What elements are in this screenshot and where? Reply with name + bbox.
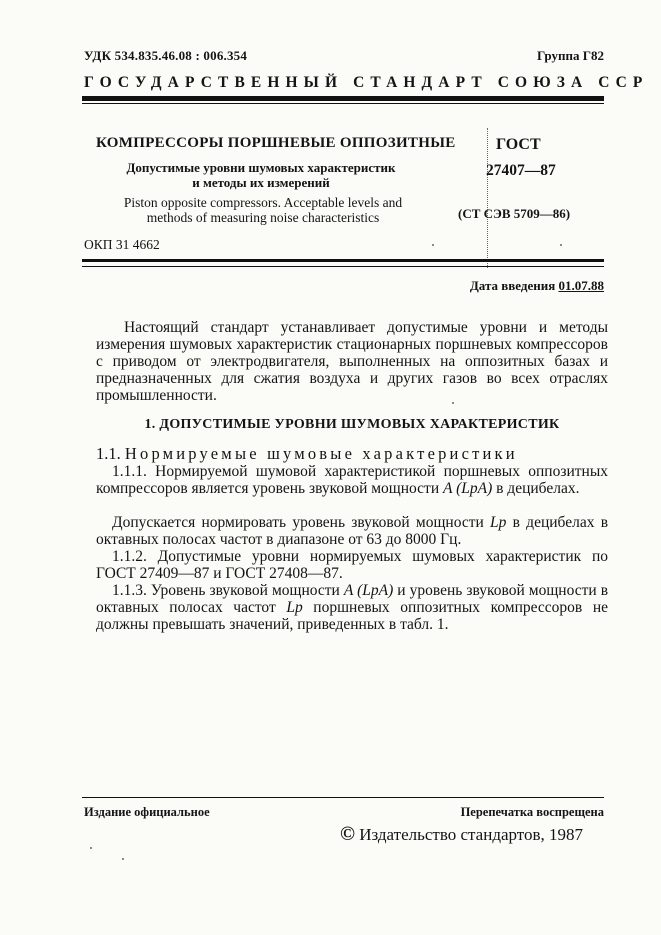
subsection-number: 1.1. bbox=[96, 444, 121, 463]
p111-formula: A (LpA) bbox=[443, 480, 493, 497]
header-rule-thin bbox=[82, 103, 604, 104]
introduction-date bbox=[470, 278, 604, 294]
p113-end: поршневых оппозитных компрессоров не должны превышать значений, приведенных в табл. 1. bbox=[96, 599, 609, 633]
p111b-end: в децибелах в октавных полосах частот в диапазоне от 63 до 8000 Гц. bbox=[96, 514, 609, 548]
okp-code: ОКП 31 4662 bbox=[84, 237, 160, 252]
p113-start: 1.1.3. Уровень звуковой мощности bbox=[112, 582, 340, 599]
reprint-note: Перепечатка воспрещена bbox=[460, 805, 604, 819]
document-subtitle-ru bbox=[96, 160, 426, 190]
udk-code: УДК 534.835.46.08 : 006.354 bbox=[84, 48, 248, 63]
title-divider bbox=[487, 128, 488, 268]
paragraph-1-1-1 bbox=[96, 463, 608, 497]
scan-speck bbox=[560, 244, 562, 246]
title-en-line2: methods of measuring noise characteristics bbox=[146, 210, 380, 225]
document-title-en bbox=[96, 195, 430, 225]
footer-rule bbox=[82, 797, 604, 798]
titleblock-rule-thin bbox=[82, 266, 604, 267]
document-title: КОМПРЕССОРЫ ПОРШНЕВЫЕ ОППОЗИТНЫЕ bbox=[96, 135, 456, 151]
p111b-symbol: Lp bbox=[490, 514, 507, 531]
p113-mid: и уровень звуковой мощности в октавных полосах частот bbox=[96, 582, 609, 616]
standard-heading: ГОСУДАРСТВЕННЫЙ СТАНДАРТ СОЮЗА ССР bbox=[84, 74, 649, 91]
p111-tail: в децибелах. bbox=[496, 480, 580, 497]
paragraph-1-1-2: 1.1.2. Допустимые уровни нормируемых шумовых характеристик по ГОСТ 27409—87 и ГОСТ 27408—87. bbox=[96, 548, 608, 582]
subtitle-ru-line1: Допустимые уровни шумовых характеристик bbox=[126, 160, 396, 175]
scan-speck bbox=[122, 858, 124, 860]
title-en-line1: Piston opposite compressors. Acceptable levels and bbox=[123, 195, 403, 210]
paragraph-1-1-3 bbox=[96, 582, 608, 633]
edition-note: Издание официальное bbox=[84, 805, 210, 819]
copyright-line bbox=[340, 823, 583, 846]
date-label: Дата введения bbox=[469, 278, 556, 293]
titleblock-rule-thick bbox=[82, 259, 604, 262]
copyright-icon: © bbox=[340, 823, 355, 845]
gost-number: 27407—87 bbox=[486, 162, 556, 179]
group-code: Группа Г82 bbox=[536, 48, 604, 63]
gost-label: ГОСТ bbox=[496, 136, 541, 153]
sev-reference: (СТ СЭВ 5709—86) bbox=[458, 206, 571, 221]
copyright-text: Издательство стандартов, 1987 bbox=[359, 825, 584, 844]
section-1-title: 1. ДОПУСТИМЫЕ УРОВНИ ШУМОВЫХ ХАРАКТЕРИСТИК bbox=[144, 417, 560, 432]
p113-symbol: Lp bbox=[286, 599, 303, 616]
p111b-start: Допускается нормировать уровень звуковой мощности bbox=[112, 514, 484, 531]
date-value: 01.07.88 bbox=[558, 278, 604, 293]
scan-speck bbox=[452, 402, 454, 404]
p111-text: 1.1.1. Нормируемой шумовой характеристикой поршневых оппозитных компрессоров является уровень звуковой мощности bbox=[96, 463, 608, 497]
scan-speck bbox=[432, 244, 434, 246]
subsection-heading: Нормируемые шумовые характеристики bbox=[124, 444, 518, 463]
subtitle-ru-line2: и методы их измерений bbox=[192, 175, 330, 190]
header-rule-thick bbox=[82, 96, 604, 101]
intro-paragraph: Настоящий стандарт устанавливает допустимые уровни и методы измерения шумовых характеристик стационарных поршневых компрессоров с приводом от электродвигателя, выполненных на оппозитных базах и предназначенных для сжатия воздуха и других газов во всех отраслях промышленности. bbox=[96, 319, 608, 404]
p113-formula: A (LpA) bbox=[343, 582, 394, 599]
subsection-1-1-title bbox=[96, 444, 518, 464]
scan-speck bbox=[90, 847, 92, 849]
paragraph-1-1-1-continued bbox=[96, 514, 608, 548]
